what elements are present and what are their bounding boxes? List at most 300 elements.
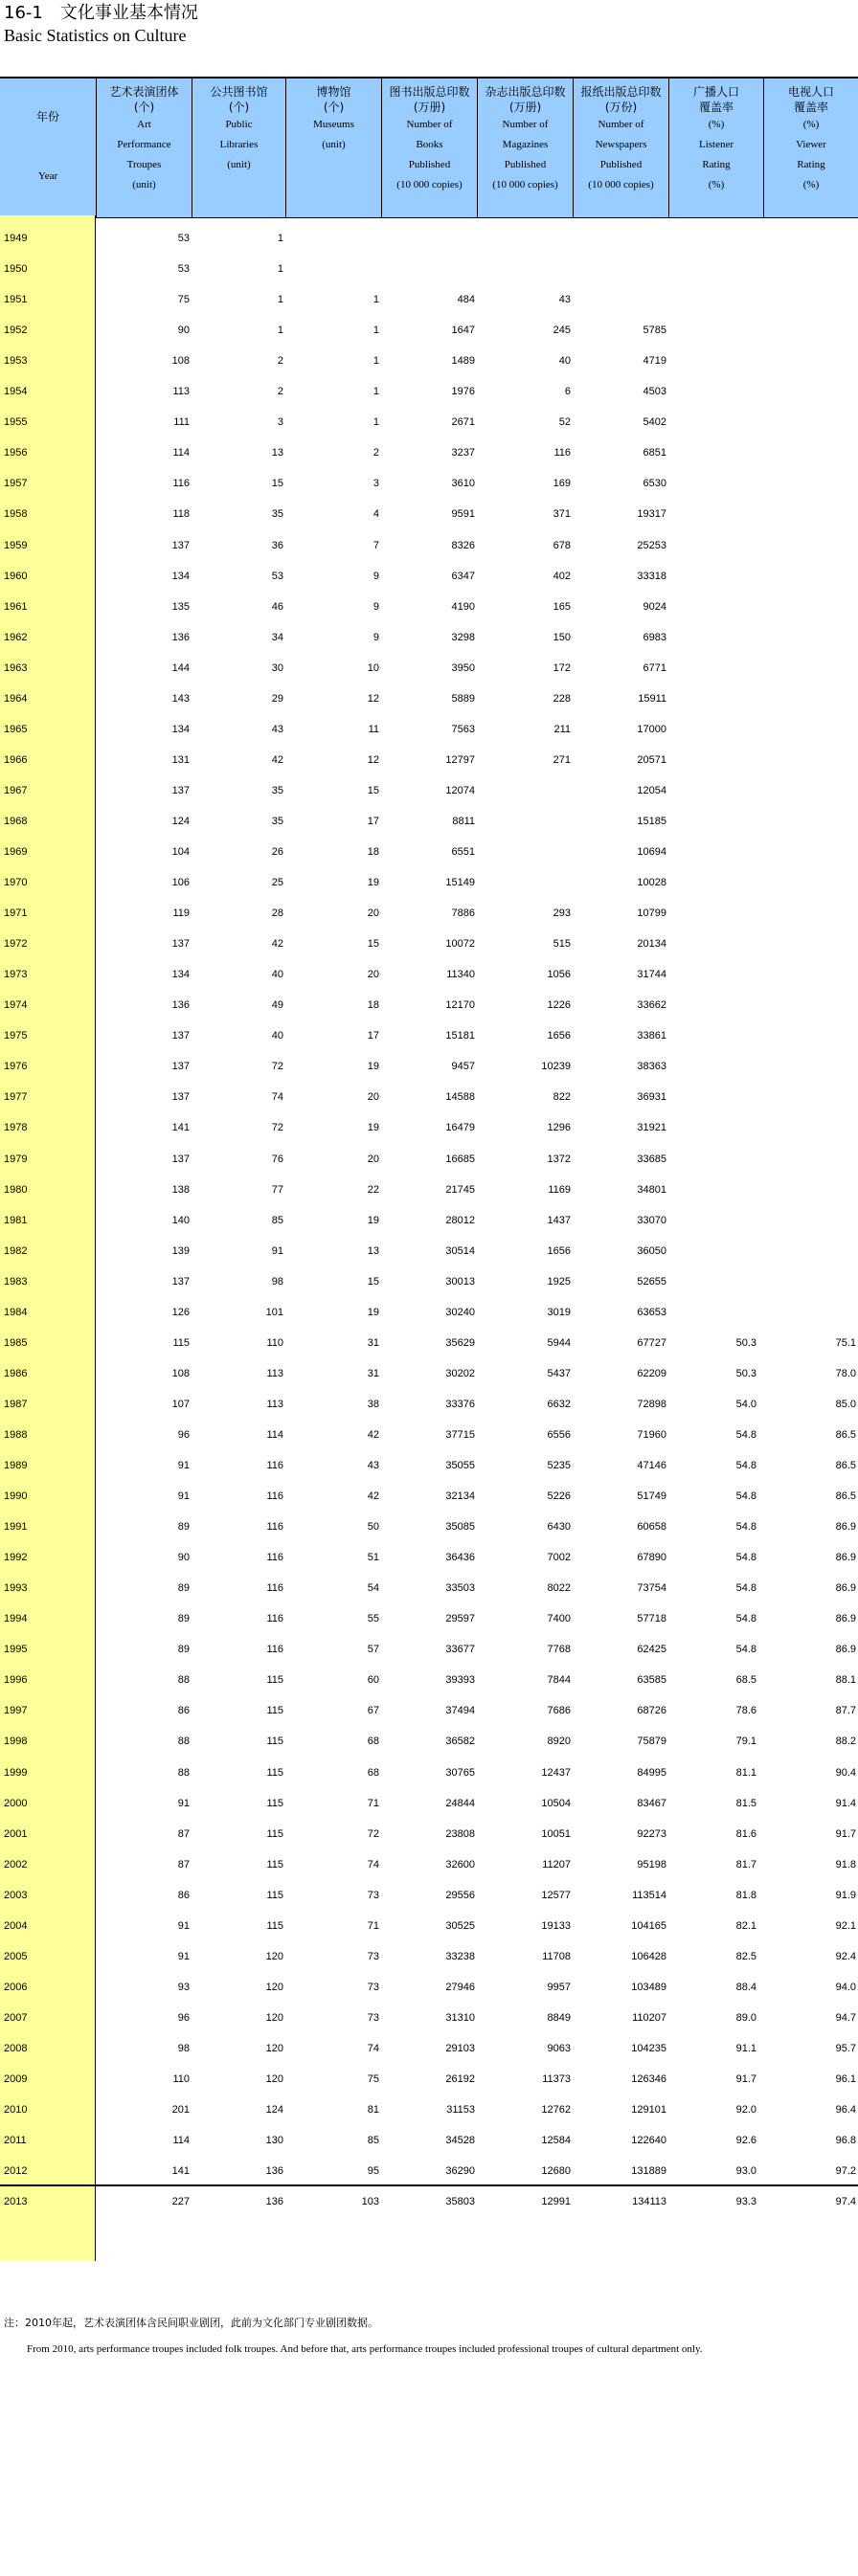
value-cell: 95198 [637,1858,666,1870]
year-cell: 2002 [4,1858,28,1870]
value-cell: 21745 [445,1183,475,1196]
value-cell: 73754 [637,1582,666,1595]
value-cell: 73 [367,1889,379,1901]
value-cell: 43 [271,723,283,735]
value-cell: 15 [367,1275,379,1288]
value-cell: 54.8 [735,1490,756,1503]
value-cell: 28012 [445,1214,475,1226]
year-cell: 2001 [4,1827,28,1840]
value-cell: 18 [367,999,379,1012]
value-cell: 4190 [451,600,475,613]
table-row [0,2064,858,2094]
value-cell: 75 [177,294,190,306]
value-cell [668,592,756,622]
header-column-5 [477,78,573,217]
value-cell: 31921 [637,1122,666,1134]
value-cell: 120 [265,2011,283,2024]
value-cell: 137 [171,1275,190,1288]
value-cell: 72 [367,1827,379,1840]
value-cell [763,990,856,1020]
value-cell: 18 [367,846,379,858]
value-cell: 72898 [637,1398,666,1410]
value-cell: 88 [177,1766,190,1779]
table-row [0,1358,858,1389]
value-cell: 10504 [541,1797,571,1809]
header-cn [97,84,192,115]
header-en [97,115,192,195]
value-cell: 110207 [632,2011,666,2024]
value-cell: 19317 [637,508,666,521]
year-cell: 1954 [4,386,28,398]
value-cell [668,837,756,867]
value-cell: 71 [367,1919,379,1932]
value-cell: 30765 [445,1766,475,1779]
title-english: Basic Statistics on Culture [4,26,187,45]
value-cell [763,1144,856,1175]
value-cell: 86 [177,1705,190,1717]
table-row [0,622,858,653]
table-row [0,1665,858,1695]
value-cell: 6556 [547,1428,571,1441]
year-cell: 2008 [4,2042,28,2054]
value-cell: 29597 [445,1613,475,1625]
value-cell: 68 [367,1766,379,1779]
year-cell: 1999 [4,1766,28,1779]
value-cell: 10239 [541,1061,571,1073]
value-cell: 136 [171,999,190,1012]
value-cell: 15 [367,784,379,796]
value-cell: 9 [373,570,379,582]
year-cell: 1997 [4,1705,28,1717]
value-cell: 15911 [638,692,666,705]
value-cell: 11708 [542,1950,571,1962]
value-cell [763,530,856,561]
value-cell: 1437 [547,1214,571,1226]
value-cell: 6632 [547,1398,571,1410]
value-cell: 113 [266,1367,283,1379]
value-cell: 68 [367,1736,379,1748]
value-cell: 17 [367,815,379,827]
table-row [0,837,858,867]
header-year-en: Year [37,170,58,182]
year-cell: 1958 [4,508,28,521]
table-row [0,1481,858,1512]
value-cell: 89 [177,1613,190,1625]
value-cell: 35085 [445,1521,475,1534]
value-cell: 3950 [451,661,475,674]
value-cell: 15 [271,478,283,490]
value-cell [668,806,756,837]
value-cell: 67 [367,1705,379,1717]
value-cell [668,714,756,745]
value-cell: 3298 [451,631,475,643]
value-cell: 12074 [445,784,475,796]
value-cell [763,1175,856,1205]
value-cell: 88.2 [835,1736,856,1748]
table-row [0,1849,858,1880]
year-cell: 2009 [4,2073,28,2085]
value-cell: 63585 [637,1674,666,1687]
value-cell: 5785 [643,325,666,337]
table-row [0,898,858,929]
table-row [0,867,858,898]
value-cell: 114 [172,447,190,459]
table-row [0,2125,858,2156]
value-cell [668,990,756,1020]
header-en-line: (10 000 copies) [396,179,463,190]
value-cell [763,1020,856,1051]
value-cell: 57718 [637,1613,666,1625]
table-row [0,1726,858,1757]
value-cell: 116 [266,1582,283,1595]
value-cell: 137 [171,539,190,551]
header-en-line: Books [416,139,443,150]
value-cell: 60 [367,1674,379,1687]
table-row [0,1542,858,1573]
value-cell: 73 [367,1981,379,1993]
value-cell: 3019 [547,1306,571,1318]
table-row [0,1573,858,1603]
value-cell: 6983 [643,631,666,643]
value-cell: 89.0 [735,2011,756,2024]
value-cell: 115 [266,1919,283,1932]
table-row [0,745,858,775]
value-cell: 90 [177,1552,190,1564]
value-cell: 5437 [547,1367,571,1379]
value-cell: 115 [266,1827,283,1840]
table-body [0,215,858,2261]
year-cell: 1989 [4,1460,28,1471]
value-cell: 89 [177,1521,190,1534]
value-cell: 91.9 [835,1889,856,1901]
value-cell: 29103 [445,2042,475,2054]
value-cell: 91 [177,1797,190,1809]
value-cell: 1 [277,233,283,244]
header-en-line: (%) [802,179,820,190]
table-row [0,2156,858,2186]
table-row [0,1420,858,1450]
value-cell [763,1297,856,1328]
value-cell: 91.7 [835,1827,856,1840]
table-row [0,1758,858,1788]
value-cell [668,284,756,315]
value-cell: 92.1 [835,1919,856,1932]
header-cn [574,84,668,115]
value-cell: 62209 [637,1367,666,1379]
year-cell: 1963 [4,661,28,674]
year-cell: 1968 [4,815,28,827]
header-cn-line: (个) [133,101,155,114]
note-chinese: 注：2010年起，艺术表演团体含民间职业剧团，此前为文化部门专业剧团数据。 [4,2317,378,2329]
value-cell: 89 [177,1644,190,1656]
value-cell: 86.9 [835,1582,856,1595]
value-cell: 33238 [445,1950,475,1962]
value-cell: 169 [553,478,571,490]
value-cell: 43 [367,1460,379,1471]
value-cell: 4503 [643,386,666,398]
value-cell: 54 [367,1582,379,1595]
value-cell: 98 [271,1275,283,1288]
value-cell [668,561,756,592]
value-cell: 115 [266,1674,283,1687]
table-row [0,990,858,1020]
value-cell: 76 [271,1153,283,1165]
value-cell: 68726 [637,1705,666,1717]
value-cell [763,254,856,284]
value-cell: 38363 [637,1061,666,1073]
value-cell: 140 [171,1214,190,1226]
table-row [0,284,858,315]
value-cell: 271 [553,753,571,766]
value-cell [668,745,756,775]
header-column-7 [668,78,763,217]
value-cell [668,1112,756,1143]
value-cell: 78.6 [735,1705,756,1717]
header-en-line: (10 000 copies) [492,179,558,190]
value-cell [477,837,571,867]
header-column-3 [285,78,381,217]
value-cell: 134 [171,723,190,735]
header-column-1 [96,78,192,217]
table-number: 16-1 [4,3,43,23]
value-cell: 35629 [445,1336,475,1349]
value-cell: 33861 [637,1030,666,1042]
value-cell: 6430 [547,1521,571,1534]
value-cell [477,254,571,284]
value-cell [477,223,571,254]
value-cell: 31153 [446,2104,475,2117]
value-cell: 95.7 [835,2042,856,2054]
value-cell: 88.4 [735,1981,756,1993]
year-cell: 1991 [4,1521,28,1534]
value-cell [668,346,756,376]
table-row [0,1051,858,1082]
value-cell: 136 [265,2196,283,2208]
value-cell: 108 [171,355,190,368]
value-cell: 1 [277,294,283,306]
value-cell: 8849 [547,2011,571,2024]
value-cell: 25253 [637,539,666,551]
header-en [382,115,477,195]
value-cell: 6530 [643,478,666,490]
value-cell: 104 [171,846,190,858]
value-cell: 54.8 [735,1582,756,1595]
table-row [0,714,858,745]
value-cell: 20 [367,907,379,920]
value-cell: 115 [266,1705,283,1717]
value-cell: 113 [266,1398,283,1410]
year-cell: 1998 [4,1736,28,1748]
value-cell: 12680 [541,2165,571,2178]
value-cell: 12577 [541,1889,571,1901]
year-cell: 1953 [4,355,28,368]
value-cell: 12797 [445,753,475,766]
value-cell: 91.1 [735,2042,756,2054]
value-cell: 822 [553,1091,571,1104]
header-en-line: Museums [313,119,354,130]
value-cell: 130 [265,2135,283,2147]
value-cell: 96.4 [835,2104,856,2117]
header-en-line: Art [137,119,151,130]
value-cell: 19 [367,1214,379,1226]
header-cn-line: 广播人口 [692,85,739,99]
header-cn-line: 电视人口 [787,85,834,99]
value-cell [668,437,756,468]
header-cn-line: (个) [228,101,250,114]
value-cell: 134 [171,969,190,981]
value-cell: 106 [171,877,190,889]
header-en-line: Rating [797,159,825,170]
value-cell: 1925 [547,1275,571,1288]
table-row [0,1236,858,1266]
value-cell: 7400 [547,1613,571,1625]
value-cell: 124 [171,815,190,827]
value-cell: 12584 [541,2135,571,2147]
value-cell: 11207 [542,1858,571,1870]
value-cell: 126 [171,1306,190,1318]
value-cell: 30240 [445,1306,475,1318]
value-cell: 6851 [643,447,666,459]
value-cell: 97.4 [835,2196,856,2208]
value-cell [668,1236,756,1266]
value-cell [668,530,756,561]
value-cell: 139 [171,1244,190,1257]
header-cn-line: 公共图书馆 [210,85,268,99]
header-en [192,115,285,175]
table-row [0,1941,858,1972]
header-en-line: Magazines [502,139,549,150]
value-cell: 52 [558,416,571,429]
table-row [0,1911,858,1941]
value-cell: 34801 [637,1183,666,1196]
value-cell [763,284,856,315]
value-cell [668,1144,756,1175]
value-cell: 12170 [445,999,475,1012]
header-column-8 [763,78,858,217]
value-cell [573,223,666,254]
value-cell: 91 [271,1244,283,1257]
value-cell: 50.3 [735,1367,756,1379]
value-cell: 9024 [643,600,666,613]
value-cell [763,315,856,346]
value-cell [763,653,856,683]
value-cell: 107 [171,1398,190,1410]
value-cell: 33685 [637,1153,666,1165]
year-cell: 1956 [4,447,28,459]
value-cell: 94.0 [835,1981,856,1993]
value-cell: 86.5 [835,1460,856,1471]
value-cell: 54.8 [735,1428,756,1441]
value-cell: 484 [457,294,475,306]
value-cell [763,898,856,929]
value-cell: 88.1 [835,1674,856,1687]
value-cell: 10 [367,661,379,674]
value-cell: 87 [177,1858,190,1870]
year-cell: 2005 [4,1950,28,1962]
value-cell [763,468,856,499]
table-row [0,929,858,959]
value-cell [763,1112,856,1143]
value-cell: 1169 [548,1183,571,1196]
value-cell: 50 [367,1521,379,1534]
value-cell: 5889 [451,692,475,705]
value-cell: 116 [553,447,571,459]
value-cell: 104165 [631,1919,666,1932]
value-cell [668,223,756,254]
value-cell: 86.9 [835,1613,856,1625]
value-cell: 103 [361,2196,379,2208]
value-cell [668,1297,756,1328]
value-cell: 115 [266,1889,283,1901]
value-cell: 9 [373,600,379,613]
value-cell: 110 [266,1336,283,1349]
value-cell: 20 [367,1153,379,1165]
value-cell: 74 [367,2042,379,2054]
table-row [0,1972,858,2003]
year-cell: 2004 [4,1919,28,1932]
value-cell [668,929,756,959]
value-cell [668,407,756,437]
table-row [0,683,858,714]
value-cell: 12991 [541,2196,571,2208]
year-cell: 1977 [4,1091,28,1104]
value-cell: 97.2 [835,2165,856,2178]
value-cell: 29 [271,692,283,705]
value-cell [763,499,856,529]
value-cell: 15185 [637,815,666,827]
value-cell: 63653 [637,1306,666,1318]
value-cell: 36436 [445,1552,475,1564]
value-cell [668,683,756,714]
value-cell: 34528 [445,2135,475,2147]
table-row [0,2186,858,2217]
value-cell: 12 [367,753,379,766]
value-cell: 27946 [445,1981,475,1993]
value-cell: 116 [266,1552,283,1564]
value-cell: 110 [172,2073,190,2085]
value-cell: 5226 [547,1490,571,1503]
header-en [669,115,763,195]
value-cell: 122640 [631,2135,666,2147]
table-row [0,1266,858,1297]
value-cell [381,223,475,254]
year-cell: 1964 [4,692,28,705]
value-cell [763,806,856,837]
year-cell: 2013 [4,2196,28,2208]
year-cell: 1994 [4,1613,28,1625]
value-cell: 33503 [445,1582,475,1595]
header-cn-line: 覆盖率 [793,101,828,114]
value-cell: 7768 [547,1644,571,1656]
value-cell: 1 [277,325,283,337]
value-cell: 115 [266,1858,283,1870]
value-cell: 60658 [637,1521,666,1534]
table-row [0,1144,858,1175]
value-cell: 73 [367,2011,379,2024]
value-cell [763,714,856,745]
table-row [0,437,858,468]
value-cell: 91 [177,1950,190,1962]
value-cell: 91 [177,1490,190,1503]
value-cell: 33662 [637,999,666,1012]
value-cell: 7686 [547,1705,571,1717]
value-cell: 3237 [451,447,475,459]
value-cell: 3 [373,478,379,490]
value-cell: 98 [177,2042,190,2054]
year-cell: 1992 [4,1552,28,1564]
value-cell: 19 [367,1061,379,1073]
year-cell: 1978 [4,1122,28,1134]
